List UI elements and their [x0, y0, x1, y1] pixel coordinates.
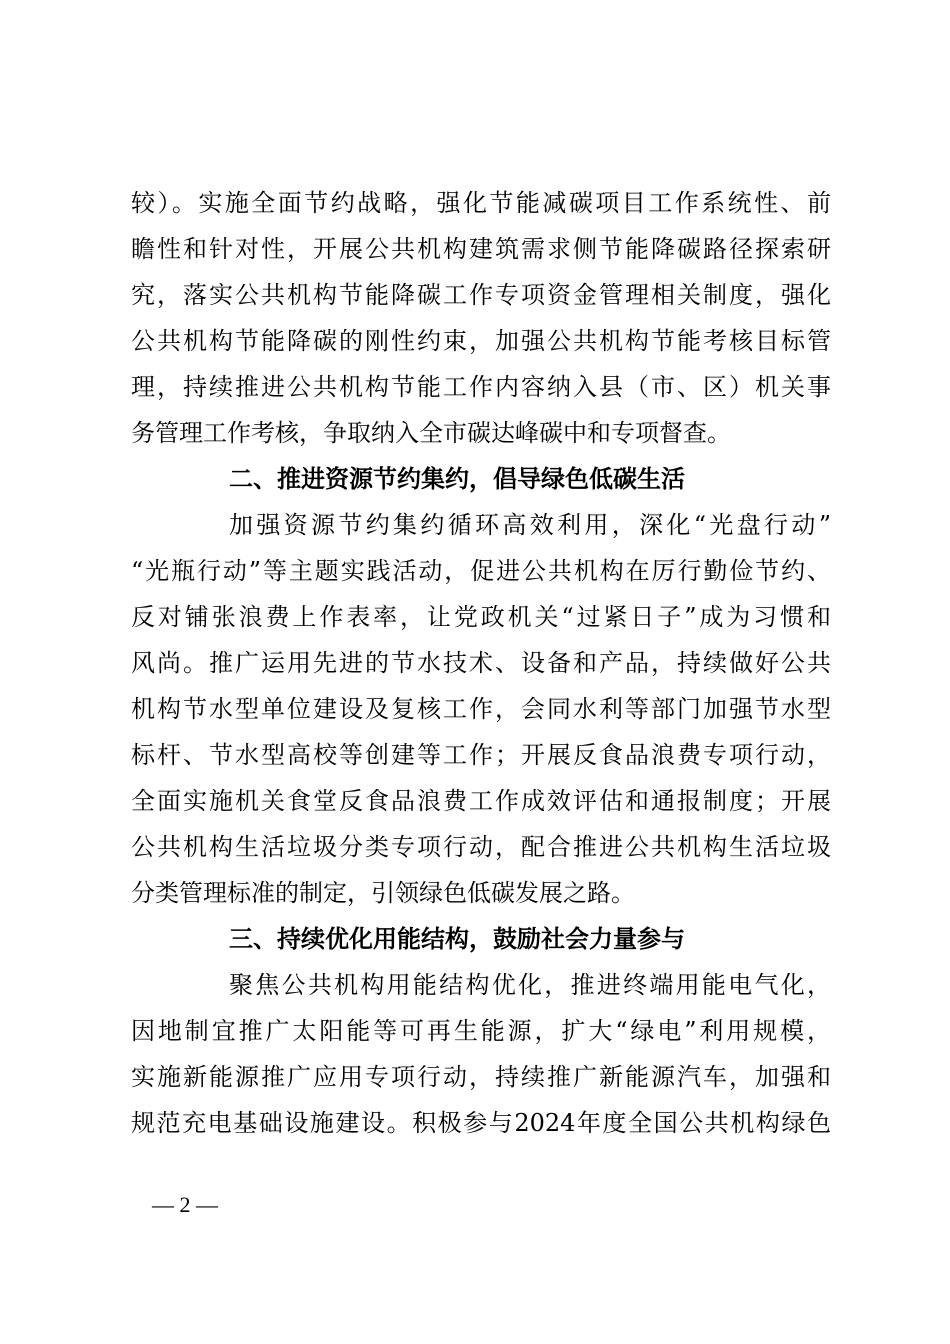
intro-line: 公共机构节能降碳的刚性约束，加强公共机构节能考核目标管 [131, 327, 831, 355]
section-2-line: “光瓶行动”等主题实践活动，促进公共机构在厉行勤俭节约、 [131, 557, 831, 585]
section-3-heading: 三、持续优化用能结构，鼓励社会力量参与 [229, 925, 685, 953]
section-3-line: 聚焦公共机构用能结构优化，推进终端用能电气化， [229, 971, 831, 999]
section-3-line: 实施新能源推广应用专项行动，持续推广新能源汽车，加强和 [131, 1063, 831, 1091]
section-2-line: 分类管理标准的制定，引领绿色低碳发展之路。 [131, 879, 635, 907]
section-2-line: 风尚。推广运用先进的节水技术、设备和产品，持续做好公共 [131, 649, 831, 677]
intro-line: 理，持续推进公共机构节能工作内容纳入县（市、区）机关事 [131, 373, 831, 401]
intro-line: 瞻性和针对性，开展公共机构建筑需求侧节能降碳路径探索研 [131, 235, 831, 263]
section-2-line: 反对铺张浪费上作表率，让党政机关“过紧日子”成为习惯和 [131, 603, 831, 631]
section-2-line: 标杆、节水型高校等创建等工作；开展反食品浪费专项行动， [131, 741, 831, 769]
section-2-heading: 二、推进资源节约集约，倡导绿色低碳生活 [229, 465, 685, 493]
section-2-line: 机构节水型单位建设及复核工作，会同水利等部门加强节水型 [131, 695, 831, 723]
section-3-line: 规范充电基础设施建设。积极参与2024年度全国公共机构绿色 [131, 1109, 831, 1137]
section-3-line: 因地制宜推广太阳能等可再生能源，扩大“绿电”利用规模， [131, 1017, 831, 1045]
section-2-line: 全面实施机关食堂反食品浪费工作成效评估和通报制度；开展 [131, 787, 831, 815]
intro-line: 务管理工作考核，争取纳入全市碳达峰碳中和专项督查。 [131, 419, 731, 447]
section-2-line: 公共机构生活垃圾分类专项行动，配合推进公共机构生活垃圾 [131, 833, 831, 861]
section-2-line: 加强资源节约集约循环高效利用，深化“光盘行动” [229, 511, 831, 539]
intro-line: 究，落实公共机构节能降碳工作专项资金管理相关制度，强化 [131, 281, 831, 309]
document-body [131, 180, 831, 1146]
intro-line: 较）。实施全面节约战略，强化节能减碳项目工作系统性、前 [131, 189, 831, 217]
page-number: — 2 — [152, 1192, 218, 1217]
